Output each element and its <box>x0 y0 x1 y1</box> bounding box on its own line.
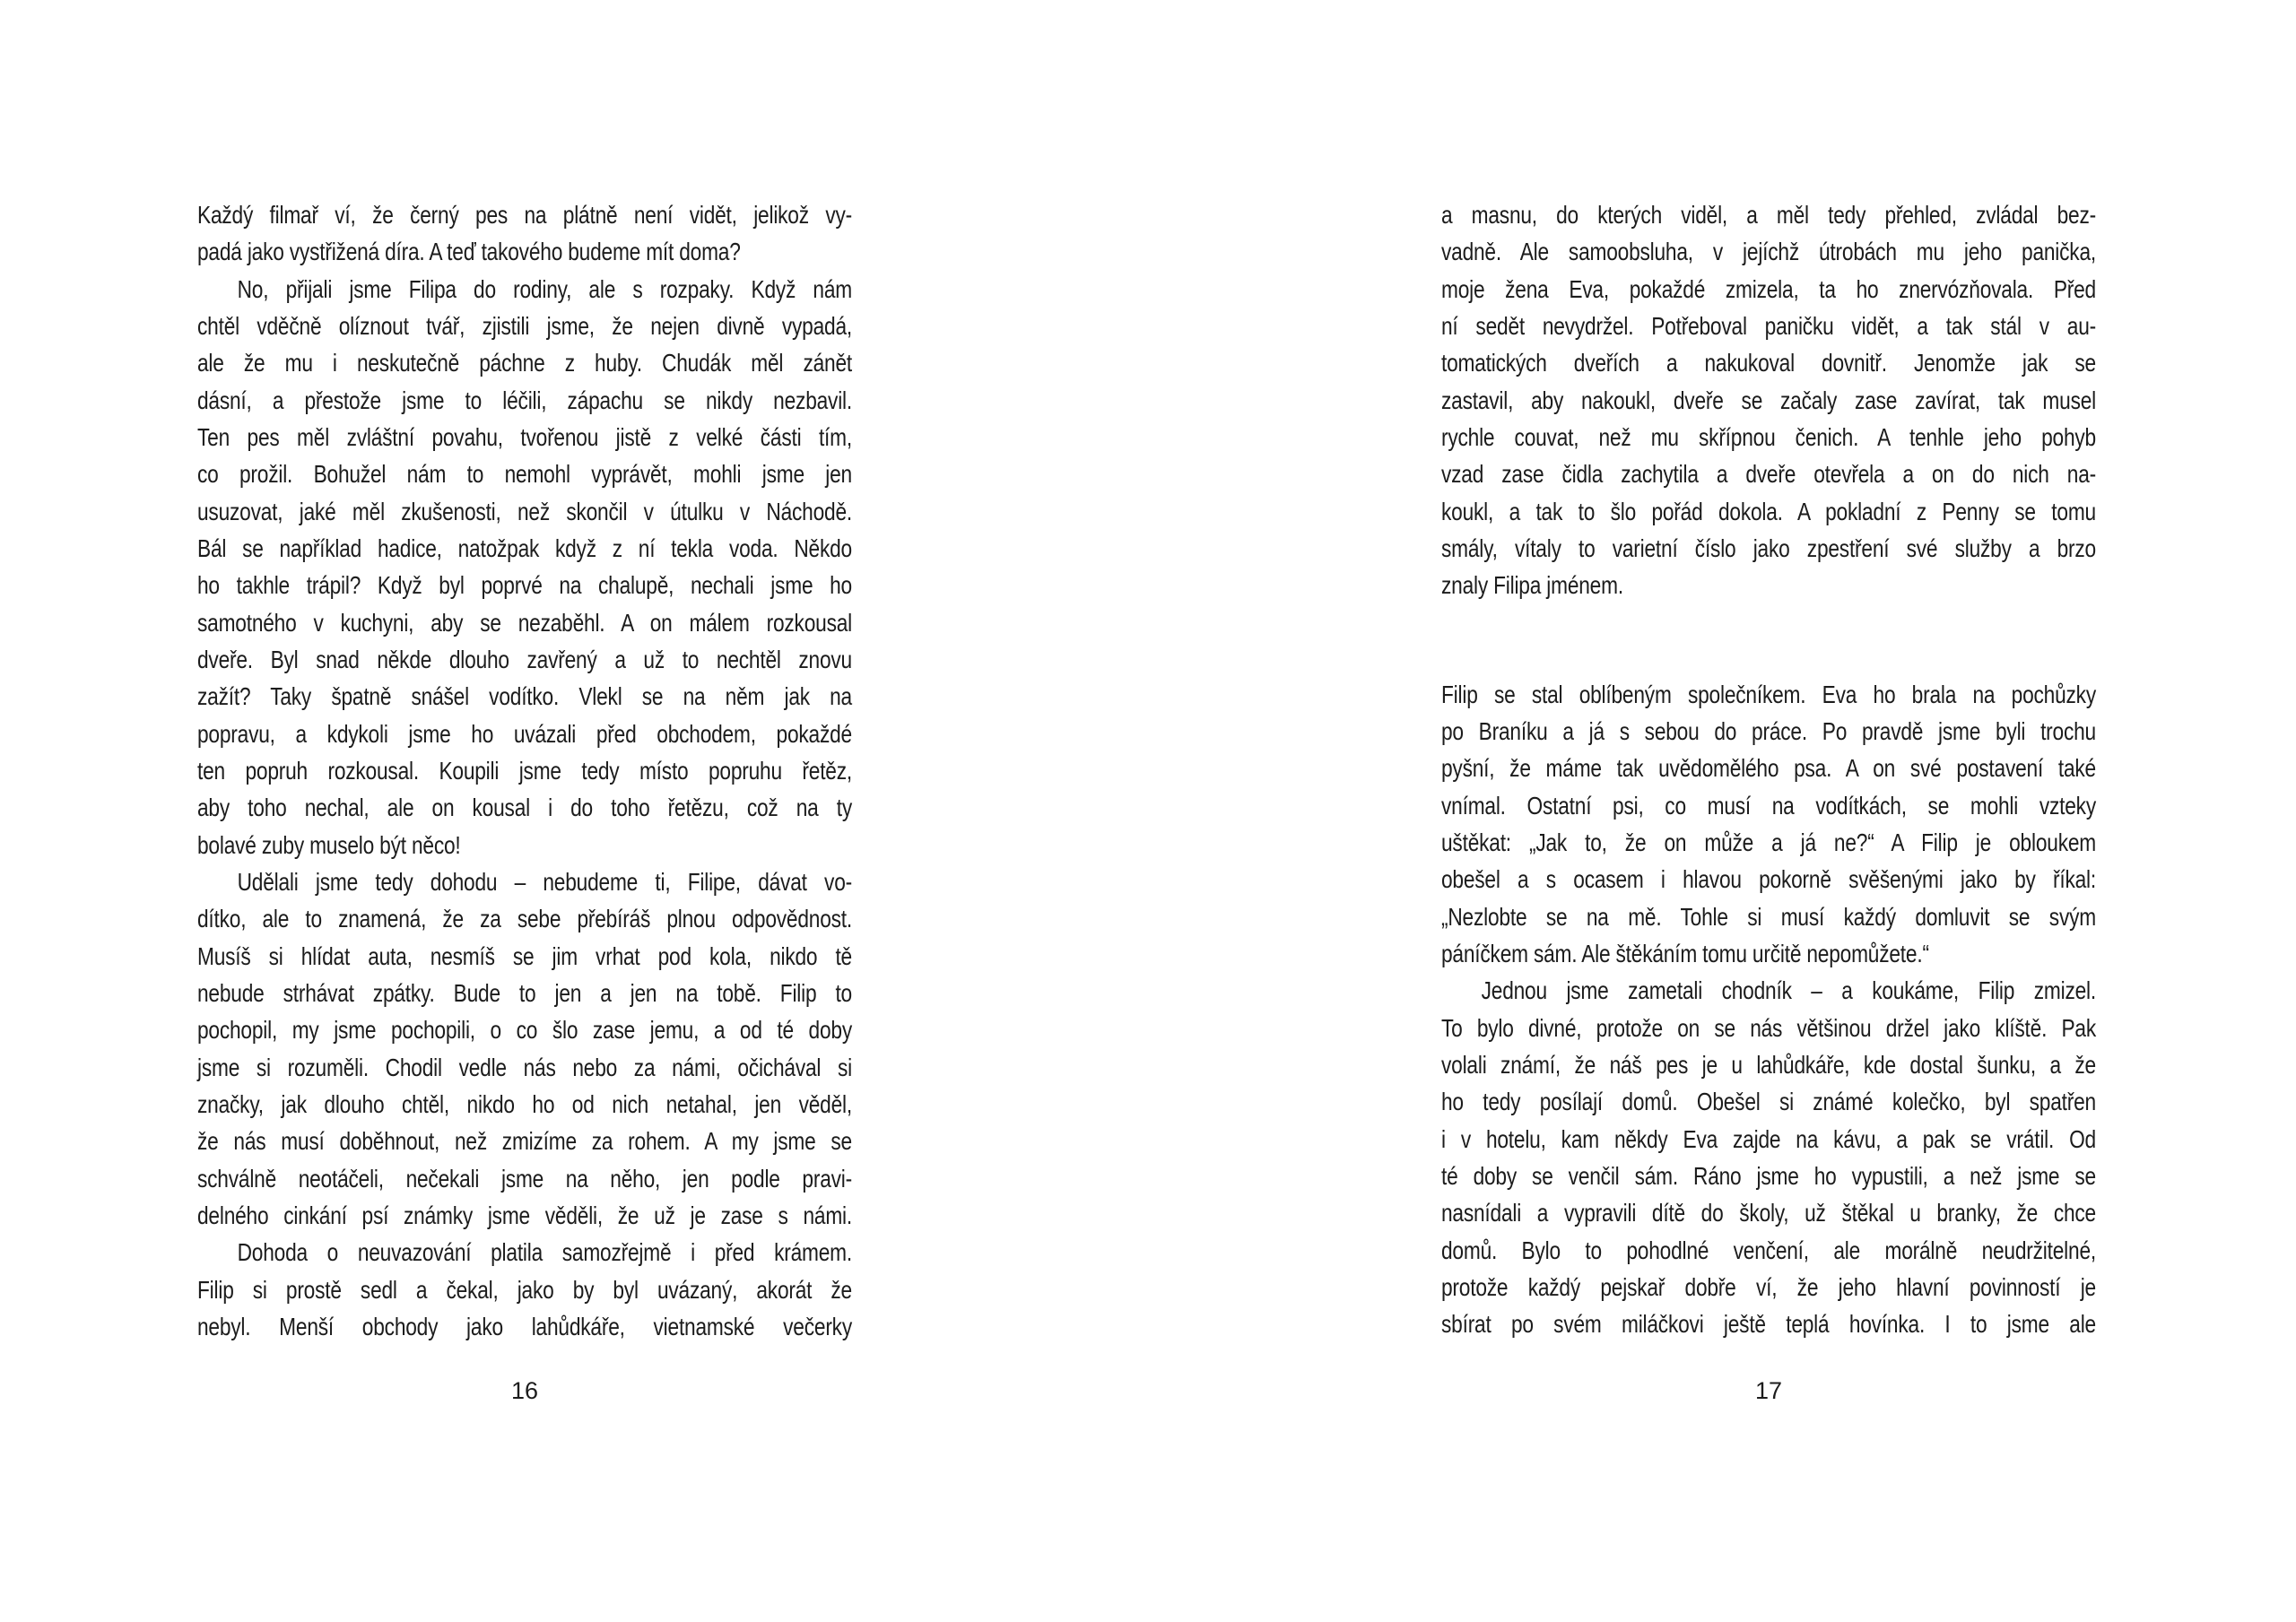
text-line: To bylo divné, protože on se nás většinou držel jako klíště. Pak <box>1441 1013 2096 1042</box>
text-line: vadně. Ale samoobsluha, v jejíchž útrobách mu jeho panička, <box>1441 238 2096 266</box>
text-line: dásní, a přestože jsme to léčili, zápachu se nikdy nezbavil. <box>197 386 852 414</box>
text-line: znaly Filipa jménem. <box>1441 571 1623 600</box>
text-line: pochopil, my jsme pochopili, o co šlo zase jemu, a od té doby <box>197 1016 852 1045</box>
text-line: rychle couvat, než mu skřípnou čenich. A tenhle jeho pohyb <box>1441 422 2096 451</box>
text-line: vzad zase čidla zachytila a dveře otevřela a on do nich na- <box>1441 460 2096 489</box>
text-line: aby toho nechal, ale on kousal i do toho řetězu, což na ty <box>197 794 852 822</box>
text-line: volali známí, že náš pes je u lahůdkáře, kde dostal šunku, a že <box>1441 1050 2096 1079</box>
text-line: sbírat po svém miláčkovi ještě teplá hovínka. I to jsme ale <box>1441 1310 2096 1339</box>
text-line: ní sedět nevydržel. Potřeboval paničku vidět, a tak stál v au- <box>1441 311 2096 340</box>
text-line: protože každý pejskař dobře ví, že jeho hlavní povinností je <box>1441 1272 2096 1301</box>
text-line: co prožil. Bohužel nám to nemohl vyprávět, mohli jsme jen <box>197 460 852 489</box>
text-line: ho takhle trápil? Když byl poprvé na chalupě, nechali jsme ho <box>197 571 852 600</box>
text-line: schválně neotáčeli, nečekali jsme na něho, jen podle pravi- <box>197 1164 852 1193</box>
text-line: bolavé zuby muselo být něco! <box>197 830 461 859</box>
text-line: chtěl vděčně olíznout tvář, zjistili jsme, že nejen divně vypadá, <box>197 311 852 340</box>
text-line: padá jako vystřižená díra. A teď takového budeme mít doma? <box>197 238 741 266</box>
text-line: Dohoda o neuvazování platila samozřejmě i před krámem. <box>237 1238 852 1267</box>
text-line: Ten pes měl zvláštní povahu, tvořenou jistě z velké části tím, <box>197 422 852 451</box>
text-line: nebude strhávat zpátky. Bude to jen a jen na tobě. Filip to <box>197 978 852 1007</box>
text-line: usuzovat, jaké měl zkušenosti, než skončil v útulku v Náchodě. <box>197 497 852 525</box>
text-line: pyšní, že máme tak uvědomělého psa. A on své postavení také <box>1441 754 2096 783</box>
text-line: i v hotelu, kam někdy Eva zajde na kávu, a pak se vrátil. Od <box>1441 1124 2096 1153</box>
text-line: páníčkem sám. Ale štěkáním tomu určitě nepomůžete.“ <box>1441 939 1929 967</box>
text-line: ten popruh rozkousal. Koupili jsme tedy místo popruhu řetěz, <box>197 756 852 785</box>
page-17 <box>1148 0 2296 1622</box>
page-16-text-column <box>197 196 852 1345</box>
text-line: a masnu, do kterých viděl, a měl tedy přehled, zvládal bez- <box>1441 201 2096 229</box>
text-line: popravu, a kdykoli jsme ho uvázali před obchodem, pokaždé <box>197 719 852 748</box>
text-line: nasnídali a vypravili dítě do školy, už štěkal u branky, že chce <box>1441 1199 2096 1227</box>
text-line: Každý filmař ví, že černý pes na plátně není vidět, jelikož vy- <box>197 201 852 229</box>
text-line: jsme si rozuměli. Chodil vedle nás nebo za námi, očichával si <box>197 1053 852 1081</box>
text-line: „Nezlobte se na mě. Tohle si musí každý domluvit se svým <box>1441 902 2096 931</box>
text-line: moje žena Eva, pokaždé zmizela, ta ho znervózňovala. Před <box>1441 274 2096 303</box>
text-line: samotného v kuchyni, aby se nezaběhl. A on málem rozkousal <box>197 608 852 637</box>
text-line: té doby se venčil sám. Ráno jsme ho vypustili, a než jsme se <box>1441 1161 2096 1190</box>
text-line: ho tedy posílají domů. Obešel si známé kolečko, byl spatřen <box>1441 1088 2096 1116</box>
text-line: delného cinkání psí známky jsme věděli, že už je zase s námi. <box>197 1201 852 1229</box>
text-line: že nás musí doběhnout, než zmizíme za rohem. A my jsme se <box>197 1127 852 1156</box>
text-line: po Braníku a já s sebou do práce. Po pravdě jsme byli trochu <box>1441 716 2096 745</box>
text-line: ale že mu i neskutečně páchne z huby. Chudák měl zánět <box>197 349 852 377</box>
page-number-17: 17 <box>1754 1377 1783 1404</box>
text-line: dveře. Byl snad někde dlouho zavřený a už to nechtěl znovu <box>197 645 852 673</box>
text-line: obešel a s ocasem i hlavou pokorně svěšenými jako by říkal: <box>1441 865 2096 894</box>
page-17-text-column <box>1441 196 2096 1343</box>
text-line: domů. Bylo to pohodlné venčení, ale morálně neudržitelné, <box>1441 1236 2096 1264</box>
text-line: smály, vítaly to varietní číslo jako zpestření své služby a brzo <box>1441 533 2096 562</box>
text-line: Bál se například hadice, natožpak když z ní tekla voda. Někdo <box>197 533 852 562</box>
text-line: uštěkat: „Jak to, že on může a já ne?“ A Filip je obloukem <box>1441 828 2096 856</box>
text-line: dítko, ale to znamená, že za sebe přebíráš plnou odpovědnost. <box>197 905 852 933</box>
page-number-16: 16 <box>510 1377 539 1404</box>
text-line: zastavil, aby nakoukl, dveře se začaly zase zavírat, tak musel <box>1441 386 2096 414</box>
text-line: tomatických dveřích a nakukoval dovnitř. Jenomže jak se <box>1441 349 2096 377</box>
text-line: koukl, a tak to šlo pořád dokola. A pokladní z Penny se tomu <box>1441 497 2096 525</box>
text-line: Filip se stal oblíbeným společníkem. Eva ho brala na pochůzky <box>1441 680 2096 708</box>
text-line: Jednou jsme zametali chodník – a koukáme, Filip zmizel. <box>1481 976 2096 1005</box>
text-line: Udělali jsme tedy dohodu – nebudeme ti, Filipe, dávat vo- <box>237 867 852 896</box>
text-line: vnímal. Ostatní psi, co musí na vodítkách, se mohli vzteky <box>1441 791 2096 820</box>
text-line: značky, jak dlouho chtěl, nikdo ho od nich netahal, jen věděl, <box>197 1089 852 1118</box>
text-line: zažít? Taky špatně snášel vodítko. Vlekl se na něm jak na <box>197 682 852 711</box>
text-line: nebyl. Menší obchody jako lahůdkáře, vietnamské večerky <box>197 1312 852 1340</box>
text-line: No, přijali jsme Filipa do rodiny, ale s rozpaky. Když nám <box>237 274 852 303</box>
text-line: Musíš si hlídat auta, nesmíš se jim vrhat pod kola, nikdo tě <box>197 941 852 970</box>
text-line: Filip si prostě sedl a čekal, jako by byl uvázaný, akorát že <box>197 1275 852 1304</box>
